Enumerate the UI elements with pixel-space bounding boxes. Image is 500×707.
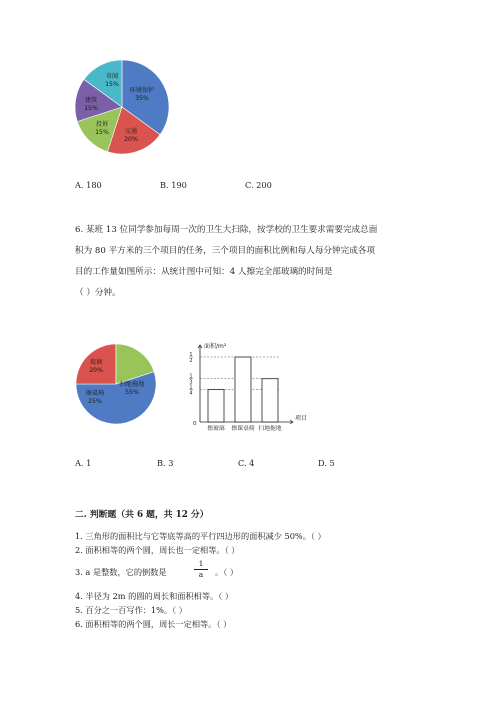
fraction-one-over-a [194,559,208,580]
question-6-blank: （ ）分钟。 [75,288,121,298]
pie-slice-label: 扫地拖地 [119,381,145,388]
bar [208,390,224,423]
judge-question-1: 1. 三角形的面积比与它等底等高的平行四边形的面积减少 50%。（ ） [75,531,326,541]
fraction-denominator: a [198,570,204,579]
x-tick-label: 擦课桌椅 [231,426,255,432]
question-6-line-3: 目的工作量如图所示：从统计图中可知：4 人擦完全部玻璃的时间是 [75,267,333,277]
option-c: C. 4 [238,458,255,468]
pie-slice-label: 建筑 [84,97,98,104]
section-title: 二. 判断题（共 6 题，共 12 分） [75,510,209,520]
y-tick-numerator: 1 [189,373,193,380]
judge-question-4: 4. 半径为 2m 的圆的周长和面积相等。（ ） [75,591,234,601]
y-tick-numerator: 1 [189,384,193,391]
question-6 [75,220,475,304]
pie-slice-label: 交通 [124,128,138,135]
judge-question-3-text: 3. a 是整数，它的倒数是 [75,567,167,577]
x-tick-label: 扫地拖地 [258,426,282,432]
y-axis-label: 面积/m² [204,343,227,350]
judge-question-3 [75,567,167,578]
option-d: D. 5 [318,458,335,468]
question-6-line-2: 积为 80 平方米的三个项目的任务，三个项目的面积比例和每人每分钟完成各项 [75,246,375,256]
pie-slice-value: 15% [105,81,119,89]
fraction-numerator: 1 [198,559,204,568]
pie-slice-value: 15% [95,129,109,137]
option-b: B. 3 [157,458,174,468]
judge-question-2: 2. 面积相等的两个圆，周长也一定相等。（ ） [75,545,240,555]
pie-slice-value: 35% [135,95,149,103]
pie-chart-topics [60,52,180,162]
y-tick-denominator: 4 [189,390,193,397]
pie-chart-areas [72,342,162,428]
pie-slice-value: 15% [84,105,98,113]
pie-slice-value: 20% [89,367,103,375]
pie-slice-value: 20% [124,136,138,144]
y-tick-denominator: 3 [189,379,193,386]
option-a: A. 180 [75,180,102,190]
pie-slice-value: 55% [125,389,139,397]
bar [262,379,278,422]
x-tick-label: 擦玻璃 [207,426,225,432]
option-b: B. 190 [160,180,187,190]
question-6-line-1: 6. 某班 13 位同学参加每周一次的卫生大扫除，按学校的卫生要求需要完成总面 [75,225,378,235]
bar-chart-work [175,335,325,440]
pie-slice-value: 25% [88,398,102,406]
pie-slice-label: 环境保护 [129,87,155,94]
y-tick-numerator: 1 [189,351,193,358]
pie-slice-label: 投诉 [95,121,109,128]
option-a: A. 1 [75,458,92,468]
pie-slice-label: 奇闻 [105,73,119,80]
pie-slice-label: 擦桌椅 [85,390,105,397]
judge-question-5: 5. 百分之一百写作：1%。（ ） [75,605,187,615]
pie-slice-label: 玻璃 [89,359,103,366]
judge-question-3-end: 。（ ） [215,567,239,577]
x-axis-label: 项目 [295,415,308,422]
zero-label: 0 [193,421,197,427]
bar [235,357,251,422]
y-tick-denominator: 2 [189,358,193,364]
judge-question-6: 6. 面积相等的两个圆，周长一定相等。（ ） [75,619,232,629]
option-c: C. 200 [245,180,272,190]
